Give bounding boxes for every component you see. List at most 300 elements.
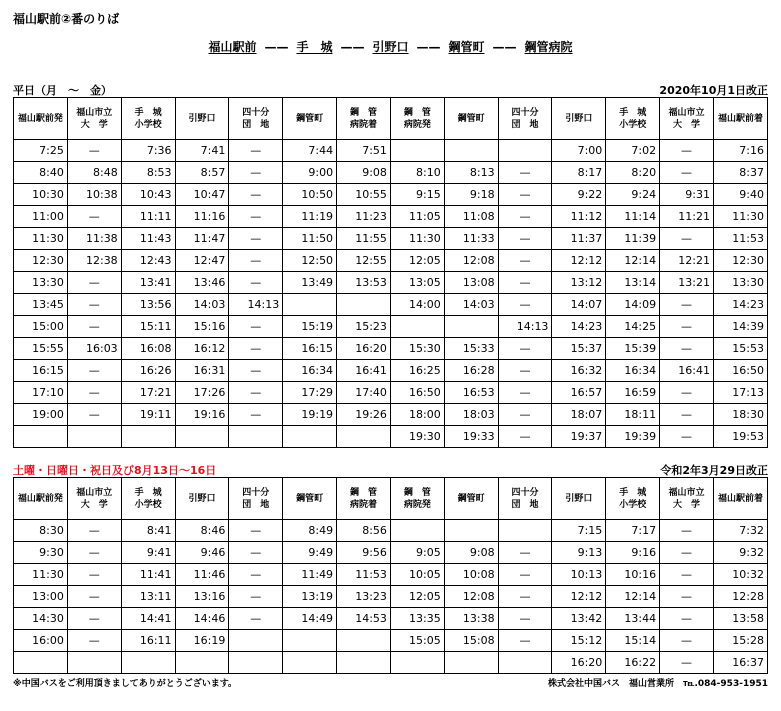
table-row — [14, 206, 768, 228]
column-header: 福山市立 大 学 — [660, 98, 714, 140]
time-cell: — — [498, 564, 552, 586]
time-cell: — — [498, 426, 552, 448]
time-cell: 19:00 — [14, 404, 68, 426]
time-cell: 12:12 — [552, 250, 606, 272]
time-cell: 11:21 — [660, 206, 714, 228]
time-cell: 15:23 — [337, 316, 391, 338]
time-cell: 10:05 — [390, 564, 444, 586]
time-cell: 12:28 — [713, 586, 767, 608]
time-cell: 13:30 — [14, 272, 68, 294]
column-header: 鋼 管 病院発 — [390, 478, 444, 520]
time-cell: — — [229, 228, 283, 250]
time-cell: 13:41 — [121, 272, 175, 294]
route-stop: 鋼管町 — [448, 40, 485, 54]
time-cell: — — [660, 520, 714, 542]
time-cell — [337, 426, 391, 448]
time-cell: 16:37 — [713, 652, 767, 674]
time-cell: 16:59 — [606, 382, 660, 404]
column-header: 鋼 管 病院着 — [337, 98, 391, 140]
table-row — [14, 272, 768, 294]
time-cell: — — [660, 162, 714, 184]
time-cell: — — [229, 404, 283, 426]
holiday-label: 土曜・日曜日・祝日及び8月13日～16日 — [13, 464, 217, 477]
time-cell: — — [67, 272, 121, 294]
time-cell: 7:02 — [606, 140, 660, 162]
time-cell: — — [660, 228, 714, 250]
table-row — [14, 184, 768, 206]
table-row — [14, 382, 768, 404]
time-cell: — — [660, 140, 714, 162]
time-cell: — — [67, 630, 121, 652]
time-cell: 19:33 — [444, 426, 498, 448]
time-cell: 16:50 — [713, 360, 767, 382]
time-cell: — — [229, 360, 283, 382]
time-cell: 17:10 — [14, 382, 68, 404]
time-cell: 13:19 — [283, 586, 337, 608]
time-cell: 11:14 — [606, 206, 660, 228]
time-cell: — — [498, 250, 552, 272]
time-cell: 8:37 — [713, 162, 767, 184]
column-header: 手 城 小学校 — [606, 478, 660, 520]
time-cell: 19:26 — [337, 404, 391, 426]
time-cell: 12:30 — [713, 250, 767, 272]
time-cell: 17:13 — [713, 382, 767, 404]
time-cell — [337, 630, 391, 652]
time-cell: 15:12 — [552, 630, 606, 652]
time-cell: 14:09 — [606, 294, 660, 316]
time-cell: — — [660, 608, 714, 630]
time-cell: 10:13 — [552, 564, 606, 586]
time-cell: 7:51 — [337, 140, 391, 162]
table-row — [14, 608, 768, 630]
time-cell: 18:03 — [444, 404, 498, 426]
time-cell: 16:22 — [606, 652, 660, 674]
time-cell: 11:19 — [283, 206, 337, 228]
table-row — [14, 652, 768, 674]
time-cell — [283, 426, 337, 448]
time-cell: 11:55 — [337, 228, 391, 250]
time-cell: 15:37 — [552, 338, 606, 360]
time-cell: 11:30 — [14, 564, 68, 586]
table-row — [14, 228, 768, 250]
time-cell: 8:17 — [552, 162, 606, 184]
route-separator: —— — [492, 40, 517, 54]
time-cell — [121, 652, 175, 674]
time-cell: 13:05 — [390, 272, 444, 294]
time-cell: — — [67, 360, 121, 382]
time-cell: 15:14 — [606, 630, 660, 652]
time-cell: 16:53 — [444, 382, 498, 404]
table-row — [14, 542, 768, 564]
column-header: 引野口 — [175, 98, 229, 140]
table-row — [14, 162, 768, 184]
time-cell: 13:16 — [175, 586, 229, 608]
time-cell: — — [229, 542, 283, 564]
column-header: 福山駅前着 — [713, 98, 767, 140]
time-cell: 9:56 — [337, 542, 391, 564]
time-cell: — — [498, 360, 552, 382]
time-cell: 9:49 — [283, 542, 337, 564]
time-cell: — — [498, 162, 552, 184]
time-cell: 12:08 — [444, 586, 498, 608]
time-cell: 14:13 — [229, 294, 283, 316]
time-cell: 10:30 — [14, 184, 68, 206]
time-cell: 9:16 — [606, 542, 660, 564]
time-cell: 16:26 — [121, 360, 175, 382]
time-cell: 14:49 — [283, 608, 337, 630]
time-cell — [444, 520, 498, 542]
time-cell: 13:38 — [444, 608, 498, 630]
time-cell: 11:39 — [606, 228, 660, 250]
time-cell: 16:34 — [606, 360, 660, 382]
time-cell: — — [660, 542, 714, 564]
time-cell: 12:14 — [606, 586, 660, 608]
table-row — [14, 520, 768, 542]
time-cell: 9:40 — [713, 184, 767, 206]
time-cell: 9:15 — [390, 184, 444, 206]
time-cell: 11:11 — [121, 206, 175, 228]
time-cell — [14, 426, 68, 448]
time-cell — [229, 426, 283, 448]
time-cell: 16:15 — [14, 360, 68, 382]
time-cell: — — [660, 316, 714, 338]
time-cell: 12:38 — [67, 250, 121, 272]
time-cell: 7:25 — [14, 140, 68, 162]
time-cell: 15:16 — [175, 316, 229, 338]
time-cell: 16:32 — [552, 360, 606, 382]
table-row — [14, 316, 768, 338]
time-cell: 8:48 — [67, 162, 121, 184]
table-row — [14, 630, 768, 652]
time-cell: 8:57 — [175, 162, 229, 184]
time-cell: — — [67, 564, 121, 586]
time-cell: 11:53 — [713, 228, 767, 250]
header-row — [14, 98, 768, 140]
column-header: 福山駅前着 — [713, 478, 767, 520]
time-cell: 13:46 — [175, 272, 229, 294]
time-cell: 8:49 — [283, 520, 337, 542]
time-cell: 7:36 — [121, 140, 175, 162]
time-cell: 9:32 — [713, 542, 767, 564]
time-cell: — — [498, 294, 552, 316]
time-cell: 19:53 — [713, 426, 767, 448]
time-cell: 9:13 — [552, 542, 606, 564]
time-cell: 19:16 — [175, 404, 229, 426]
time-cell — [283, 294, 337, 316]
column-header: 手 城 小学校 — [121, 98, 175, 140]
page-title: 福山駅前②番のりば — [13, 12, 120, 26]
time-cell: 10:50 — [283, 184, 337, 206]
time-cell: 15:55 — [14, 338, 68, 360]
time-cell — [229, 630, 283, 652]
time-cell: 12:05 — [390, 250, 444, 272]
weekday-timetable — [13, 97, 768, 448]
time-cell: 10:43 — [121, 184, 175, 206]
time-cell: — — [660, 338, 714, 360]
time-cell: 14:03 — [444, 294, 498, 316]
time-cell: 16:11 — [121, 630, 175, 652]
time-cell: 10:08 — [444, 564, 498, 586]
time-cell: — — [67, 206, 121, 228]
weekday-revision: 2020年10月1日改正 — [659, 84, 768, 97]
time-cell: 12:55 — [337, 250, 391, 272]
time-cell: — — [229, 382, 283, 404]
column-header: 鋼管町 — [444, 478, 498, 520]
time-cell: 9:41 — [121, 542, 175, 564]
time-cell: 11:37 — [552, 228, 606, 250]
time-cell: — — [67, 404, 121, 426]
time-cell: — — [67, 382, 121, 404]
weekday-label: 平日（月 ～ 金） — [13, 84, 112, 97]
time-cell — [283, 630, 337, 652]
column-header: 引野口 — [175, 478, 229, 520]
time-cell: — — [229, 206, 283, 228]
route-stop: 手 城 — [296, 40, 333, 54]
time-cell: 16:50 — [390, 382, 444, 404]
time-cell: 11:47 — [175, 228, 229, 250]
time-cell: 8:56 — [337, 520, 391, 542]
holiday-revision: 令和2年3月29日改正 — [660, 464, 768, 477]
time-cell: — — [229, 338, 283, 360]
time-cell — [337, 294, 391, 316]
time-cell: 8:41 — [121, 520, 175, 542]
time-cell: — — [67, 608, 121, 630]
column-header: 鋼管町 — [283, 478, 337, 520]
time-cell: 15:33 — [444, 338, 498, 360]
time-cell: — — [67, 140, 121, 162]
time-cell: — — [498, 206, 552, 228]
time-cell: 14:00 — [390, 294, 444, 316]
time-cell: — — [498, 630, 552, 652]
time-cell: 9:46 — [175, 542, 229, 564]
time-cell — [67, 652, 121, 674]
table-row — [14, 338, 768, 360]
time-cell: 15:28 — [713, 630, 767, 652]
time-cell: 9:31 — [660, 184, 714, 206]
time-cell: — — [67, 316, 121, 338]
time-cell: — — [229, 250, 283, 272]
time-cell: 11:23 — [337, 206, 391, 228]
footer-note: ※中国バスをご利用頂きましてありがとうございます。 — [13, 679, 238, 689]
time-cell: 18:00 — [390, 404, 444, 426]
time-cell: — — [498, 404, 552, 426]
time-cell: 14:25 — [606, 316, 660, 338]
time-cell: 12:21 — [660, 250, 714, 272]
time-cell: 12:05 — [390, 586, 444, 608]
table-row — [14, 140, 768, 162]
route-stop: 引野口 — [372, 40, 409, 54]
time-cell: 12:14 — [606, 250, 660, 272]
time-cell: 14:23 — [552, 316, 606, 338]
time-cell — [175, 652, 229, 674]
time-cell: 7:41 — [175, 140, 229, 162]
time-cell: 13:08 — [444, 272, 498, 294]
time-cell: 7:32 — [713, 520, 767, 542]
time-cell: 13:58 — [713, 608, 767, 630]
column-header: 鋼 管 病院発 — [390, 98, 444, 140]
table-row — [14, 426, 768, 448]
time-cell: 9:22 — [552, 184, 606, 206]
time-cell: 16:08 — [121, 338, 175, 360]
column-header: 福山市立 大 学 — [660, 478, 714, 520]
time-cell: 10:16 — [606, 564, 660, 586]
time-cell — [67, 426, 121, 448]
time-cell: 9:30 — [14, 542, 68, 564]
time-cell: — — [660, 652, 714, 674]
time-cell: 17:21 — [121, 382, 175, 404]
time-cell: 18:07 — [552, 404, 606, 426]
time-cell — [337, 652, 391, 674]
column-header: 手 城 小学校 — [121, 478, 175, 520]
time-cell: 13:44 — [606, 608, 660, 630]
time-cell: 11:53 — [337, 564, 391, 586]
time-cell: — — [498, 382, 552, 404]
time-cell: 14:03 — [175, 294, 229, 316]
time-cell: 12:43 — [121, 250, 175, 272]
column-header: 福山市立 大 学 — [67, 98, 121, 140]
table-row — [14, 294, 768, 316]
time-cell — [498, 520, 552, 542]
time-cell: 10:55 — [337, 184, 391, 206]
time-cell: 15:00 — [14, 316, 68, 338]
time-cell: 18:30 — [713, 404, 767, 426]
time-cell: 11:30 — [390, 228, 444, 250]
time-cell: 13:56 — [121, 294, 175, 316]
time-cell: 15:53 — [713, 338, 767, 360]
time-cell: 8:40 — [14, 162, 68, 184]
time-cell — [390, 140, 444, 162]
route-line — [0, 38, 781, 55]
time-cell: 9:18 — [444, 184, 498, 206]
time-cell: 13:00 — [14, 586, 68, 608]
time-cell: — — [229, 586, 283, 608]
time-cell: 19:11 — [121, 404, 175, 426]
time-cell — [444, 652, 498, 674]
time-cell: 8:20 — [606, 162, 660, 184]
time-cell: 19:37 — [552, 426, 606, 448]
time-cell: — — [498, 586, 552, 608]
time-cell: 7:44 — [283, 140, 337, 162]
time-cell: 14:41 — [121, 608, 175, 630]
time-cell: 13:21 — [660, 272, 714, 294]
time-cell: 16:19 — [175, 630, 229, 652]
column-header: 福山駅前発 — [14, 478, 68, 520]
time-cell: 9:08 — [444, 542, 498, 564]
time-cell: — — [498, 338, 552, 360]
column-header: 鋼管町 — [444, 98, 498, 140]
route-stop: 鋼管病院 — [524, 40, 573, 54]
footer-company: 株式会社中国バス 福山営業所 ℡.084-953-1951 — [547, 679, 768, 689]
time-cell: 12:08 — [444, 250, 498, 272]
time-cell — [14, 652, 68, 674]
time-cell: — — [660, 564, 714, 586]
time-cell: — — [229, 140, 283, 162]
time-cell — [498, 652, 552, 674]
time-cell — [175, 426, 229, 448]
time-cell: 14:39 — [713, 316, 767, 338]
time-cell — [283, 652, 337, 674]
time-cell: — — [67, 542, 121, 564]
time-cell: — — [498, 272, 552, 294]
time-cell: — — [498, 542, 552, 564]
time-cell: 13:45 — [14, 294, 68, 316]
time-cell: — — [229, 162, 283, 184]
time-cell: 8:46 — [175, 520, 229, 542]
time-cell: 11:33 — [444, 228, 498, 250]
time-cell: 14:07 — [552, 294, 606, 316]
time-cell: 11:16 — [175, 206, 229, 228]
time-cell: 8:53 — [121, 162, 175, 184]
time-cell: 16:41 — [660, 360, 714, 382]
column-header: 福山市立 大 学 — [67, 478, 121, 520]
time-cell: 7:16 — [713, 140, 767, 162]
time-cell: 16:31 — [175, 360, 229, 382]
time-cell: 12:12 — [552, 586, 606, 608]
time-cell — [390, 652, 444, 674]
column-header: 引野口 — [552, 478, 606, 520]
time-cell: — — [229, 564, 283, 586]
time-cell: 13:49 — [283, 272, 337, 294]
time-cell — [390, 316, 444, 338]
column-header: 鋼管町 — [283, 98, 337, 140]
time-cell: 7:00 — [552, 140, 606, 162]
time-cell: 11:46 — [175, 564, 229, 586]
time-cell: 15:05 — [390, 630, 444, 652]
time-cell: 19:39 — [606, 426, 660, 448]
time-cell: 16:03 — [67, 338, 121, 360]
time-cell — [444, 316, 498, 338]
time-cell: 15:19 — [283, 316, 337, 338]
time-cell — [390, 520, 444, 542]
time-cell: 11:05 — [390, 206, 444, 228]
time-cell: 13:42 — [552, 608, 606, 630]
time-cell: 8:10 — [390, 162, 444, 184]
time-cell: 11:08 — [444, 206, 498, 228]
time-cell: 9:00 — [283, 162, 337, 184]
time-cell: — — [67, 520, 121, 542]
time-cell: 15:39 — [606, 338, 660, 360]
route-separator: —— — [416, 40, 441, 54]
time-cell: 15:08 — [444, 630, 498, 652]
route-separator: —— — [340, 40, 365, 54]
time-cell: — — [67, 586, 121, 608]
column-header: 四十分 団 地 — [498, 98, 552, 140]
time-cell: 7:17 — [606, 520, 660, 542]
time-cell: 13:53 — [337, 272, 391, 294]
time-cell: 11:49 — [283, 564, 337, 586]
time-cell: 16:28 — [444, 360, 498, 382]
time-cell: 10:47 — [175, 184, 229, 206]
time-cell: 16:34 — [283, 360, 337, 382]
time-cell — [498, 140, 552, 162]
time-cell: 11:50 — [283, 228, 337, 250]
route-separator: —— — [264, 40, 289, 54]
holiday-timetable — [13, 477, 768, 674]
time-cell: 7:15 — [552, 520, 606, 542]
time-cell: — — [229, 316, 283, 338]
time-cell: 16:20 — [552, 652, 606, 674]
time-cell: 13:14 — [606, 272, 660, 294]
time-cell: — — [660, 586, 714, 608]
column-header: 四十分 団 地 — [229, 478, 283, 520]
time-cell: 11:30 — [14, 228, 68, 250]
time-cell: 16:12 — [175, 338, 229, 360]
table-row — [14, 564, 768, 586]
time-cell: 14:23 — [713, 294, 767, 316]
column-header: 鋼 管 病院着 — [337, 478, 391, 520]
time-cell: — — [660, 404, 714, 426]
time-cell — [229, 652, 283, 674]
